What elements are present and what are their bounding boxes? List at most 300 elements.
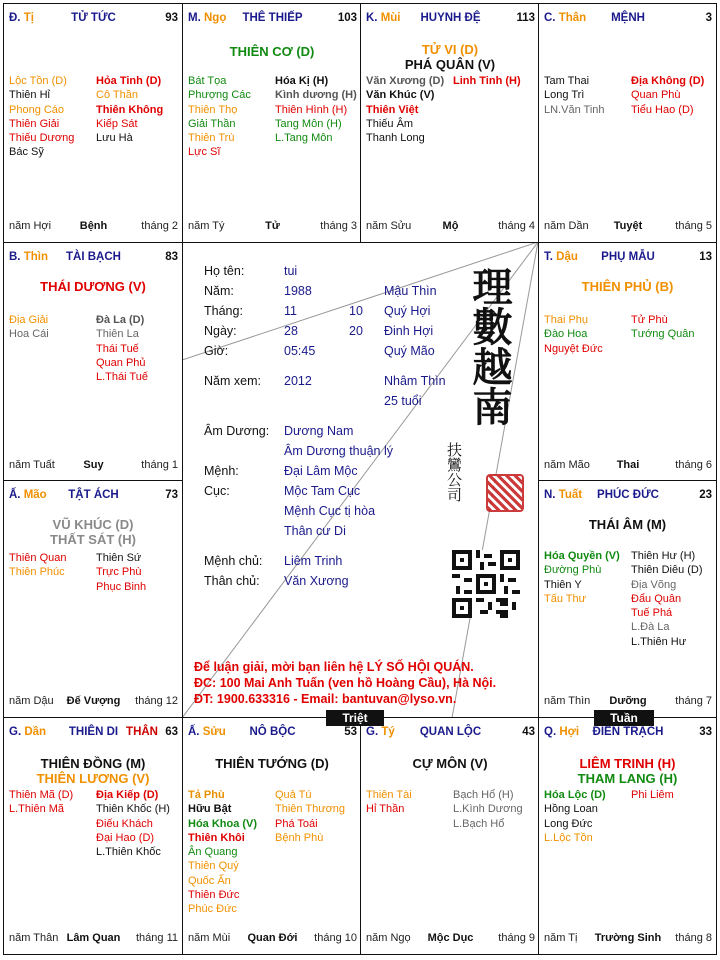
palace-footer (9, 695, 178, 709)
minor-stars-right (96, 788, 170, 859)
main-star: THIÊN TƯỚNG (D) (215, 756, 329, 771)
footer-year: năm Thìn (544, 695, 591, 707)
footer-stage: Mộ (442, 220, 459, 232)
palace-age: 23 (699, 489, 712, 501)
minor-star: Tử Phù (631, 314, 668, 326)
main-star: THÁI ÂM (M) (588, 517, 667, 532)
main-star: THAM LANG (H) (577, 771, 678, 786)
footer-month: tháng 8 (675, 932, 712, 944)
footer-year: năm Hợi (9, 220, 52, 232)
palace-name: PHỤ MẪU (601, 251, 655, 263)
amduong-label: Âm Dương: (204, 424, 270, 438)
minor-star: Hóa Khoa (V) (188, 817, 258, 830)
minor-star: Kình dương (H) (275, 89, 357, 102)
minor-star: Địa Võng (631, 578, 677, 591)
palace-footer (544, 932, 712, 946)
minor-star: Thiên Hình (H) (275, 103, 348, 116)
palace-than[interactable] (538, 3, 717, 243)
footer-month: tháng 4 (498, 220, 535, 232)
palace-stem: Q. (544, 726, 557, 738)
palace-age: 43 (522, 726, 535, 738)
contact-line-3: ĐT: 1900.633316 - Email: bantuvan@lyso.vn. (194, 692, 457, 706)
palace-name: THÊ THIẾP (242, 12, 303, 24)
minor-star: Thiên Tài (366, 789, 412, 801)
minor-stars-right (631, 549, 703, 649)
palace-age: 73 (165, 489, 178, 501)
minor-star: Hỉ Thần (366, 803, 405, 816)
minor-star: Thiên Khôi (188, 831, 245, 844)
palace-ti[interactable] (3, 3, 183, 243)
age-value: 25 tuổi (384, 394, 422, 408)
month-lunar: 10 (349, 304, 363, 318)
thanchu-value: Văn Xương (284, 574, 349, 588)
minor-star: L.Kình Dương (453, 803, 523, 816)
palace-age: 93 (165, 12, 178, 24)
footer-month: tháng 5 (675, 220, 712, 232)
minor-star: L.Thiên Khốc (96, 846, 161, 859)
menhchu-value: Liêm Trinh (284, 554, 343, 568)
minor-star: Văn Xương (D) (366, 75, 445, 87)
minor-star: L.Thái Tuế (96, 371, 148, 384)
palace-branch (188, 12, 226, 24)
palace-footer (9, 220, 178, 234)
footer-year: năm Tý (188, 220, 225, 232)
main-star: THIÊN PHỦ (B) (581, 279, 674, 294)
palace-ty[interactable] (360, 717, 540, 955)
palace-branch (544, 12, 586, 24)
minor-star: L.Lộc Tồn (544, 831, 593, 844)
palace-branch-name: Mão (23, 489, 47, 501)
minor-stars-right (631, 788, 674, 802)
minor-star: Quan Phủ (96, 356, 146, 369)
palace-stem: G. (366, 726, 379, 738)
minor-star: Thiên Trù (188, 132, 235, 145)
minor-star: Bát Tọa (188, 75, 227, 87)
day-value: 28 (284, 324, 298, 338)
palace-age: 103 (337, 12, 357, 24)
palace-stem: C. (544, 12, 556, 24)
palace-age: 63 (165, 726, 178, 738)
minor-star: Hồng Loan (544, 803, 598, 816)
minor-star: Tuế Phá (631, 607, 673, 620)
minor-star: Quả Tú (275, 789, 312, 801)
footer-month: tháng 7 (675, 695, 712, 707)
main-star: THIÊN ĐỒNG (M) (40, 756, 146, 771)
palace-thin[interactable] (3, 242, 183, 482)
minor-star: Thai Phụ (544, 314, 589, 326)
footer-month: tháng 6 (675, 459, 712, 471)
minor-star: Tướng Quân (631, 328, 695, 341)
minor-stars-right (275, 788, 345, 845)
minor-star: Thiên Phúc (9, 566, 65, 579)
palace-branch-name: Sửu (202, 726, 226, 738)
palace-header (544, 489, 712, 505)
palace-header (544, 12, 712, 28)
minor-star: Địa Giải (9, 314, 49, 326)
palace-header (544, 726, 712, 742)
thanchu-label: Thân chủ: (204, 574, 260, 588)
calligraphy-logo: 理數越南 (466, 266, 513, 426)
minor-star: Cô Thần (96, 89, 138, 102)
palace-age: 83 (165, 251, 178, 263)
minor-star: Đà La (D) (96, 314, 145, 326)
minor-star: Tả Phù (188, 789, 225, 801)
palace-age: 53 (344, 726, 357, 738)
palace-header (188, 12, 357, 28)
month-value: 11 (284, 304, 297, 318)
palace-header (9, 726, 178, 742)
minor-star: Quốc Ấn (188, 874, 231, 887)
minor-stars-right (631, 313, 695, 342)
palace-branch-name: Ngọ (203, 12, 227, 24)
palace-header (188, 726, 357, 742)
footer-stage: Bệnh (79, 220, 108, 232)
footer-month: tháng 1 (141, 459, 178, 471)
hour-value: 05:45 (284, 344, 316, 358)
minor-star: Văn Khúc (V) (366, 89, 435, 102)
footer-stage: Dưỡng (609, 695, 647, 707)
palace-footer (544, 220, 712, 234)
tuan-marker: Tuần (594, 710, 654, 726)
palace-age: 13 (699, 251, 712, 263)
footer-year: năm Dậu (9, 695, 54, 707)
palace-name: MỆNH (611, 12, 645, 24)
palace-stem: Đ. (9, 12, 21, 24)
palace-branch (544, 726, 579, 738)
minor-star: Thanh Long (366, 132, 425, 145)
minor-star: L.Bạch Hổ (453, 817, 505, 830)
name-label: Họ tên: (204, 264, 245, 278)
minor-stars-right (275, 74, 357, 145)
minor-star: Hóa Quyền (V) (544, 550, 620, 562)
minor-star: Nguyệt Đức (544, 342, 603, 355)
minor-star: Phá Toái (275, 817, 318, 830)
minor-star: Thiếu Dương (9, 132, 75, 145)
palace-branch (366, 726, 395, 738)
palace-footer (188, 932, 357, 946)
palace-name: QUAN LỘC (419, 726, 482, 738)
main-star: VŨ KHÚC (D) (52, 517, 134, 532)
palace-stem: B. (9, 251, 21, 263)
footer-year: năm Tuất (9, 459, 55, 471)
palace-branch-name: Mùi (380, 12, 401, 24)
month-label: Tháng: (204, 304, 243, 318)
minor-star: Thiên Không (96, 103, 164, 116)
minor-star: Địa Không (D) (631, 75, 705, 87)
minor-star: Đường Phù (544, 564, 602, 577)
palace-stem: Ấ. (188, 726, 200, 738)
minor-star: Hỏa Tinh (D) (96, 75, 162, 87)
palace-footer (188, 220, 357, 234)
amduong-note: Âm Dương thuận lý (284, 444, 393, 458)
footer-month: tháng 10 (314, 932, 357, 944)
minor-stars-right (631, 74, 704, 117)
palace-branch-name: Tý (381, 726, 395, 738)
minor-star: Thiên Hư (H) (631, 550, 696, 562)
than-tag: THÂN (126, 726, 158, 738)
minor-star: Đẩu Quân (631, 592, 682, 605)
palace-footer (366, 220, 535, 234)
minor-star: Thiên Quan (9, 552, 67, 564)
palace-name: PHÚC ĐỨC (597, 489, 659, 501)
red-seal-icon (486, 474, 524, 512)
footer-stage: Thai (616, 459, 640, 471)
minor-star: L.Tang Môn (275, 132, 333, 145)
minor-star: Thiên Y (544, 578, 582, 591)
minor-star: Thiên Quý (188, 860, 239, 873)
footer-stage: Đế Vượng (66, 695, 121, 707)
main-star: THIÊN LƯƠNG (V) (36, 771, 150, 786)
minor-star: Bệnh Phù (275, 831, 324, 844)
minor-star: Quan Phù (631, 89, 681, 102)
minor-stars-left (544, 74, 605, 117)
palace-footer (9, 459, 178, 473)
menhchu-label: Mệnh chủ: (204, 554, 263, 568)
menh-label: Mệnh: (204, 464, 239, 478)
minor-stars-left (9, 788, 73, 817)
palace-dau[interactable] (538, 242, 717, 482)
main-star: THIÊN CƠ (D) (229, 44, 315, 59)
minor-star: L.Thiên Mã (9, 803, 65, 816)
footer-stage: Mộc Dục (427, 932, 474, 944)
palace-name: ĐIỀN TRẠCH (592, 726, 664, 738)
month-canchi: Quý Hợi (384, 304, 431, 318)
palace-mui[interactable] (360, 3, 540, 243)
palace-suu[interactable] (182, 717, 362, 955)
palace-header (9, 489, 178, 505)
main-star: THÁI DƯƠNG (V) (40, 279, 146, 294)
day-label: Ngày: (204, 324, 237, 338)
palace-footer (544, 695, 712, 709)
footer-year: năm Mùi (188, 932, 231, 944)
palace-branch (366, 12, 401, 24)
palace-header (366, 12, 535, 28)
minor-star: Bạch Hổ (H) (453, 789, 514, 801)
minor-star: Phục Binh (96, 580, 147, 593)
minor-star: Thiên Giải (9, 117, 60, 130)
palace-tuat[interactable] (538, 480, 717, 718)
palace-header (544, 251, 712, 267)
day-canchi: Đinh Hợi (384, 324, 434, 338)
minor-star: Thiên Mã (D) (9, 789, 74, 801)
year-label: Năm: (204, 284, 234, 298)
minor-stars-left (366, 788, 412, 817)
palace-footer (544, 459, 712, 473)
palace-branch (544, 251, 578, 263)
palace-header (9, 251, 178, 267)
year-canchi: Mậu Thìn (384, 284, 437, 298)
minor-star: L.Đà La (631, 621, 670, 634)
footer-stage: Lâm Quan (66, 932, 121, 944)
palace-branch-name: Thìn (23, 251, 48, 263)
palace-branch-name: Thân (558, 12, 587, 24)
minor-stars-right (96, 551, 146, 594)
minor-stars-left (9, 313, 49, 342)
minor-star: Tiểu Hao (D) (631, 103, 694, 116)
footer-year: năm Dần (544, 220, 589, 232)
minor-star: Lực Sĩ (188, 146, 221, 159)
palace-footer (9, 932, 178, 946)
footer-year: năm Tị (544, 932, 578, 944)
minor-star: Giải Thần (188, 117, 236, 130)
palace-ngo[interactable] (182, 3, 362, 243)
minor-star: Hữu Bật (188, 803, 232, 816)
minor-stars-right (453, 788, 523, 831)
palace-footer (366, 932, 535, 946)
palace-age: 3 (705, 12, 712, 24)
menh-value: Đại Lâm Mộc (284, 464, 358, 478)
minor-stars-right (96, 313, 148, 384)
calligraphy-small: 扶鸞公司 (445, 442, 463, 502)
view-year-label: Năm xem: (204, 374, 261, 388)
footer-stage: Quan Đới (247, 932, 298, 944)
palace-stem: G. (9, 726, 22, 738)
minor-stars-left (188, 74, 251, 160)
main-star: THẤT SÁT (H) (50, 532, 136, 547)
footer-year: năm Mão (544, 459, 590, 471)
footer-stage: Tử (265, 220, 280, 232)
minor-stars-right (453, 74, 521, 88)
minor-star: Tang Môn (H) (275, 117, 342, 130)
minor-star: Phượng Các (188, 89, 251, 102)
palace-branch (9, 12, 34, 24)
minor-star: Lộc Tồn (D) (9, 75, 67, 87)
contact-line-2: ĐC: 100 Mai Anh Tuấn (ven hồ Hoàng Cầu), Hà Nội. (194, 676, 497, 690)
footer-year: năm Sửu (366, 220, 412, 232)
footer-stage: Suy (83, 459, 104, 471)
palace-stem: T. (544, 251, 553, 263)
minor-stars-left (188, 788, 257, 917)
minor-stars-left (9, 551, 66, 580)
minor-stars-right (96, 74, 163, 145)
minor-stars-left (9, 74, 74, 160)
footer-month: tháng 9 (498, 932, 535, 944)
triet-marker: Triệt (326, 710, 384, 726)
minor-stars-left (366, 74, 444, 145)
palace-age: 113 (516, 12, 535, 24)
palace-header (9, 12, 178, 28)
minor-star: Phúc Đức (188, 903, 237, 916)
footer-month: tháng 3 (320, 220, 357, 232)
minor-star: L.Thiên Hư (631, 635, 687, 648)
minor-stars-left (544, 549, 620, 606)
minor-star: Thiên Thương (275, 803, 346, 816)
footer-month: tháng 2 (141, 220, 178, 232)
palace-header (366, 726, 535, 742)
palace-name: TÀI BẠCH (66, 251, 121, 263)
minor-star: Đào Hoa (544, 328, 588, 341)
minor-star: Thiên Sứ (96, 552, 142, 564)
palace-branch-name: Tị (23, 12, 34, 24)
than-cu: Thân cư Di (284, 524, 346, 538)
palace-name: TẬT ÁCH (68, 489, 119, 501)
palace-dan[interactable] (3, 717, 183, 955)
contact-line-1: Để luận giải, mời bạn liên hệ LÝ SỐ HỘI QUÁN. (194, 660, 474, 674)
minor-star: Ân Quang (188, 846, 238, 859)
footer-month: tháng 12 (135, 695, 178, 707)
view-year-value: 2012 (284, 374, 312, 388)
minor-star: Thiên Thọ (188, 103, 238, 116)
footer-year: năm Ngọ (366, 932, 411, 944)
palace-stem: N. (544, 489, 556, 501)
minor-star: Thiên Hỉ (9, 89, 50, 102)
palace-stem: K. (366, 12, 378, 24)
minor-star: Thiên La (96, 328, 139, 341)
minor-star: Hóa Kị (H) (275, 75, 329, 87)
minor-star: Tam Thai (544, 75, 590, 87)
palace-branch (544, 489, 582, 501)
footer-month: tháng 11 (135, 932, 178, 944)
name-value: tui (284, 264, 298, 278)
minor-star: Địa Kiếp (D) (96, 789, 159, 801)
palace-name: HUYNH ĐỆ (420, 12, 481, 24)
palace-stem: Ấ. (9, 489, 21, 501)
qr-code-icon[interactable] (452, 550, 520, 618)
minor-star: Bác Sỹ (9, 146, 44, 159)
minor-star: Thiếu Âm (366, 117, 414, 130)
chart-center (182, 242, 538, 718)
cuc-note: Mệnh Cục tị hòa (284, 504, 376, 518)
minor-star: Phi Liêm (631, 789, 674, 801)
cuc-value: Mộc Tam Cục (284, 484, 361, 498)
palace-branch (9, 489, 47, 501)
palace-branch-name: Tuất (558, 489, 583, 501)
minor-star: Long Đức (544, 817, 593, 830)
palace-branch (9, 251, 48, 263)
minor-star: Điếu Khách (96, 817, 153, 830)
cuc-label: Cục: (204, 484, 230, 498)
main-star: LIÊM TRINH (H) (579, 756, 676, 771)
minor-star: Kiếp Sát (96, 117, 138, 130)
hour-label: Giờ: (204, 344, 229, 358)
minor-star: Long Trì (544, 89, 585, 102)
minor-star: Lưu Hà (96, 132, 133, 145)
palace-branch (188, 726, 226, 738)
minor-star: Phong Cáo (9, 103, 65, 116)
minor-star: Hóa Lộc (D) (544, 789, 606, 801)
minor-star: Tấu Thư (544, 592, 587, 605)
palace-name: THIÊN DI (68, 726, 119, 738)
main-star: CỰ MÔN (V) (412, 756, 488, 771)
minor-star: LN.Văn Tinh (544, 103, 605, 116)
minor-stars-left (544, 788, 606, 845)
minor-stars-left (544, 313, 603, 356)
year-value: 1988 (284, 284, 312, 298)
palace-name: NÔ BỘC (249, 726, 296, 738)
palace-name: TỬ TỨC (71, 12, 116, 24)
palace-branch-name: Dần (24, 726, 47, 738)
footer-year: năm Thân (9, 932, 59, 944)
palace-age: 33 (699, 726, 712, 738)
palace-branch (9, 726, 46, 738)
minor-star: Thiên Đức (188, 889, 240, 902)
minor-star: Hoa Cái (9, 328, 49, 341)
palace-mao[interactable] (3, 480, 183, 718)
main-star: TỬ VI (D) (421, 42, 479, 57)
minor-star: Thiên Khốc (H) (96, 803, 170, 816)
amduong-value: Dương Nam (284, 424, 354, 438)
palace-hoi[interactable] (538, 717, 717, 955)
minor-star: Thái Tuế (96, 342, 139, 355)
palace-branch-name: Dậu (556, 251, 578, 263)
hour-canchi: Quý Mão (384, 344, 435, 358)
palace-stem: M. (188, 12, 201, 24)
minor-star: Đại Hao (D) (96, 831, 155, 844)
day-lunar: 20 (349, 324, 363, 338)
minor-star: Thiên Việt (366, 103, 419, 116)
view-year-canchi: Nhâm Thìn (384, 374, 446, 388)
minor-star: Thiên Diêu (D) (631, 564, 703, 577)
